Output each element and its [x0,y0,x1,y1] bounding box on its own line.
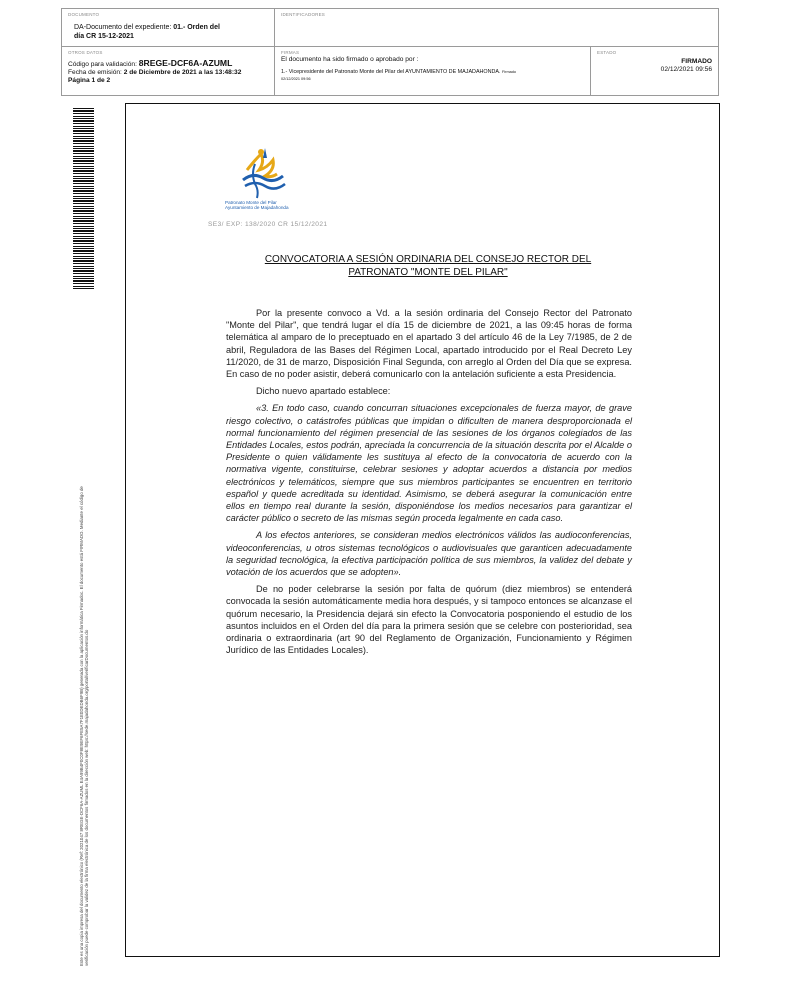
document-body [226,307,632,661]
documento-label: DOCUMENTO [68,12,100,17]
pagina-row [68,77,268,85]
logo-text-2: Ayuntamiento de Majadahonda [225,205,289,210]
documento-title-part2: día CR 15-12-2021 [74,32,134,40]
fecha-value: 2 de Diciembre de 2021 a las 13:48:32 [123,69,242,76]
estado-value-block [597,58,712,74]
fecha-label: Fecha de emisión: [68,69,124,76]
barcode-icon [73,108,94,290]
identificadores-label: IDENTIFICADORES [281,12,326,17]
identificadores-cell [275,9,718,47]
estado-cell [591,47,718,95]
pagina-value: Página 1 de 2 [68,77,111,84]
sidebar-line-1: Este es una copia impresa del documento electrónico (Ref: 2021047 8REGE-DCF6A-AZUML E4A99B4F0C0F8E9EF6FE5A7F1E0DEDB6F9B) generada con la aplicación informática Firmadoc. El documento está FIRMADO. Mediante el código de [79,486,84,966]
paragraph-intro: Dicho nuevo apartado establece: [256,386,391,397]
firmante-date: 02/12/2021 09:56 [281,76,311,81]
documento-cell [62,9,275,47]
documento-prefix: DA-Documento del expediente: [74,24,174,31]
firmas-text: El documento ha sido firmado o aprobado por : [281,56,419,63]
estado-value: FIRMADO [681,58,712,65]
firmante-text: 1.- Vicepresidente del Patronato Monte del Pilar del AYUNTAMIENTO DE MAJADAHONDA. [281,69,501,75]
sidebar-line-2: verificación puede comprobar la validez de la firma electrónica de los documentos firmados en la dirección web: https://sede.majadahonda.org/portal/verificarDocumentos.do [84,629,90,966]
paragraph-quorum: De no poder celebrarse la sesión por falta de quórum (diez miembros) se entenderá convocada la sesión automáticamente media hora después, y si tampoco entonces se alcanzase el quórum necesario, la Presidencia dejará sin efecto la Convocatoria posponiendo el estudio de los asuntos incluidos en el Orden del día para la primera sesión que se celebre con posterioridad, sea ordinaria o extraordinaria (art 90 del Reglamento de Organización, Funcionamiento y Régimen Jurídico de las Entidades Locales). [226,584,632,656]
firmas-cell [275,47,591,95]
sidebar-verification-text [79,286,99,966]
fecha-row [68,69,268,77]
patronato-logo-icon [225,140,295,212]
codigo-label: Código para validación: [68,61,139,68]
title-line-2: PATRONATO "MONTE DEL PILAR" [348,267,508,278]
documento-title [74,24,268,41]
paragraph-quote-2: A los efectos anteriores, se consideran medios electrónicos válidos las audioconferencias, videoconferencias, u otros sistemas tecnológicos o audiovisuales que garanticen adecuadamente la seguridad tecnológica, la efectiva participación política de sus miembros, la validez del debate y votación de los acuerdos que se adopten». [226,530,632,578]
estado-date: 02/12/2021 09:56 [660,66,712,74]
documento-title-part1: 01.- Orden del [173,24,220,31]
firmas-label: FIRMAS [281,50,300,55]
otros-datos-label: OTROS DATOS [68,50,103,55]
paragraph-convocatoria: Por la presente convoco a Vd. a la sesión ordinaria del Consejo Rector del Patronato "Monte del Pilar", que tendrá lugar el día 15 de diciembre de 2021, a las 09:45 horas de forma telemática al amparo de lo preceptuado en el apartado 3 del artículo 46 de la Ley 7/1985, de 2 de abril, Reguladora de las Bases del Régimen Local, apartado introducido por el Real Decreto Ley 11/2020, de 31 de marzo, Disposición Final Segunda, con arreglo al Orden del Día que se expresa. En caso de no poder asistir, deberá comunicarlo con la antelación suficiente a esta Presidencia. [226,308,632,380]
expediente-ref: SE3/ EXP: 138/2020 CR 15/12/2021 [208,221,328,228]
signature-header [61,8,719,96]
codigo-row [68,59,268,69]
codigo-value: 8REGE-DCF6A-AZUML [138,58,233,68]
otros-datos-cell [62,47,275,95]
paragraph-quote-1: «3. En todo caso, cuando concurran situaciones excepcionales de fuerza mayor, de grave riesgo colectivo, o catástrofes públicas que impidan o dificulten de manera desproporcionada el normal funcionamiento del régimen presencial de las sesiones de los órganos colegiados de las Entidades Locales, estos podrán, apreciada la concurrencia de la situación descrita por el Alcalde o Presidente o quien válidamente les sustituya al efecto de la convocatoria de acuerdo con la normativa vigente, constituirse, celebrar sesiones y adoptar acuerdos a distancia por medios electrónicos y telemáticos, siempre que sus miembros participantes se encuentren en territorio español y quede acreditada su identidad. Asimismo, se deberá asegurar la comunicación entre ellos en tiempo real durante la sesión, disponiéndose los medios necesarios para garantizar el carácter público o secreto de las mismas según proceda legalmente en cada caso. [226,403,632,524]
logo-text-1: Patronato Monte del Pilar [225,200,277,205]
firmante-row [281,69,584,82]
title-line-1: CONVOCATORIA A SESIÓN ORDINARIA DEL CONSEJO RECTOR DEL [264,254,592,265]
document-title [200,253,656,279]
firmante-tiny: Firmado [502,70,516,74]
estado-label: ESTADO [597,50,617,55]
